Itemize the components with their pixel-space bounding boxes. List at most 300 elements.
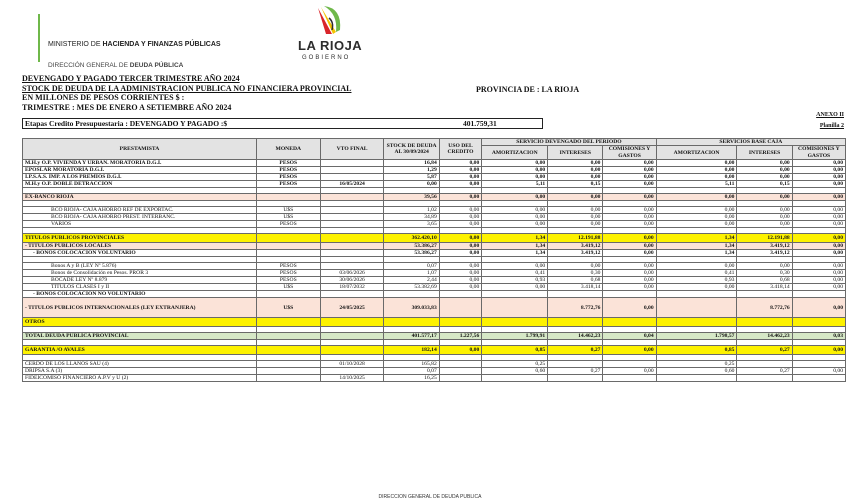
cell-uso	[439, 368, 482, 375]
cell-uso: 0,00	[439, 346, 482, 355]
cell-intereses: 3.418,14	[548, 284, 603, 291]
cell-amortizacion	[482, 298, 548, 318]
cell-vto	[320, 346, 384, 355]
cell-intereses	[548, 318, 603, 327]
cell-stock: 16,84	[384, 160, 439, 167]
cell-intereses: 0,00	[548, 167, 603, 174]
cell-prestamista: EPOSLAR MORATORIA D.G.I.	[23, 167, 257, 174]
cell-vto: 16/05/2024	[320, 181, 384, 188]
cell-base-amortizacion: 0,00	[656, 263, 737, 270]
cell-vto	[320, 333, 384, 340]
cell-vto	[320, 243, 384, 250]
cell-base-amortizacion: 0,00	[656, 221, 737, 228]
cell-base-intereses	[737, 375, 792, 382]
cell-amortizacion	[482, 375, 548, 382]
cell-prestamista: DRIPSA S.A (3)	[23, 368, 257, 375]
cell-amortizacion: 0,85	[482, 346, 548, 355]
cell-moneda: U$S	[256, 207, 320, 214]
group-base-caja: SERVICIOS BASE CAJA	[656, 139, 845, 146]
green-divider	[38, 14, 40, 62]
cell-stock: 401.577,17	[384, 333, 439, 340]
cell-prestamista: EX-BANCO RIOJA	[23, 194, 257, 201]
cell-vto: 14/10/2025	[320, 375, 384, 382]
cell-uso: 0,00	[439, 284, 482, 291]
cell-intereses	[548, 375, 603, 382]
cell-prestamista: VARIOS	[23, 221, 257, 228]
cell-vto: 03/06/2026	[320, 270, 384, 277]
cell-base-comisiones: 0,00	[792, 194, 845, 201]
cell-prestamista: TITULOS PUBLICOS PROVINCIALES	[23, 234, 257, 243]
cell-amortizacion: 0,00	[482, 160, 548, 167]
cell-intereses: 0,00	[548, 221, 603, 228]
cell-prestamista: TOTAL DEUDA PUBLICA PROVINCIAL	[23, 333, 257, 340]
cell-base-comisiones	[792, 291, 845, 298]
cell-base-amortizacion: 1,34	[656, 243, 737, 250]
cell-base-comisiones: 0,00	[792, 167, 845, 174]
cell-stock: 165,82	[384, 361, 439, 368]
cell-vto	[320, 160, 384, 167]
cell-moneda	[256, 346, 320, 355]
cell-moneda: U$S	[256, 298, 320, 318]
cell-vto	[320, 214, 384, 221]
etapas-value: 401.759,31	[463, 119, 497, 128]
cell-base-comisiones: 0,00	[792, 250, 845, 257]
cell-prestamista: Bonos A y B (LEY Nº 5.876)	[23, 263, 257, 270]
cell-uso: 0,00	[439, 167, 482, 174]
col-intereses: INTERESES	[548, 146, 603, 160]
table-row	[23, 291, 846, 298]
cell-uso	[439, 361, 482, 368]
cell-base-comisiones: 0,00	[792, 234, 845, 243]
col-base-amortizacion: AMORTIZACION	[656, 146, 737, 160]
col-comisiones: COMISIONES Y GASTOS	[603, 146, 656, 160]
cell-base-comisiones	[792, 361, 845, 368]
cell-base-amortizacion	[656, 291, 737, 298]
cell-moneda: PESOS	[256, 181, 320, 188]
cell-base-amortizacion: 0,00	[656, 167, 737, 174]
cell-vto	[320, 174, 384, 181]
cell-intereses: 8.772,76	[548, 298, 603, 318]
table-row	[23, 234, 846, 243]
cell-stock	[384, 318, 439, 327]
table-row	[23, 243, 846, 250]
cell-comisiones: 0,00	[603, 214, 656, 221]
cell-uso: 0,00	[439, 277, 482, 284]
cell-amortizacion	[482, 318, 548, 327]
cell-base-comisiones: 0,00	[792, 243, 845, 250]
cell-vto	[320, 368, 384, 375]
etapas-label: Etapas Credito Presupuestaria : DEVENGADO Y PAGADO :$	[25, 119, 228, 128]
cell-base-comisiones: 0,00	[792, 207, 845, 214]
cell-prestamista: OTROS	[23, 318, 257, 327]
table-row	[23, 333, 846, 340]
cell-moneda	[256, 333, 320, 340]
cell-comisiones: 0,00	[603, 234, 656, 243]
cell-base-intereses: 0,00	[737, 263, 792, 270]
cell-vto	[320, 250, 384, 257]
cell-prestamista: - BONOS COLOCACION VOLUNTARIO	[23, 250, 257, 257]
etapas-box	[22, 118, 543, 129]
table-row	[23, 368, 846, 375]
cell-base-amortizacion: 0,00	[656, 160, 737, 167]
cell-comisiones: 0,00	[603, 250, 656, 257]
table-row	[23, 221, 846, 228]
cell-moneda: PESOS	[256, 174, 320, 181]
cell-base-comisiones: 0,00	[792, 277, 845, 284]
logo-name: LA RIOJA	[298, 38, 363, 53]
cell-base-comisiones: 0,00	[792, 346, 845, 355]
cell-stock: 34,89	[384, 214, 439, 221]
cell-base-amortizacion: 0,41	[656, 270, 737, 277]
cell-comisiones: 0,00	[603, 174, 656, 181]
cell-base-intereses	[737, 318, 792, 327]
cell-amortizacion: 0,00	[482, 194, 548, 201]
cell-base-comisiones: 0,00	[792, 214, 845, 221]
cell-base-comisiones: 0,00	[792, 221, 845, 228]
cell-uso: 0,00	[439, 194, 482, 201]
cell-intereses: 0,15	[548, 181, 603, 188]
cell-prestamista: I.P.S.A.S. IMP. A LOS PREMIOS D.G.I.	[23, 174, 257, 181]
table-row	[23, 277, 846, 284]
cell-base-intereses: 0,00	[737, 221, 792, 228]
cell-vto: 18/07/2032	[320, 284, 384, 291]
cell-base-intereses: 0,15	[737, 181, 792, 188]
cell-intereses: 0,30	[548, 270, 603, 277]
cell-uso: 0,00	[439, 221, 482, 228]
cell-base-intereses	[737, 361, 792, 368]
report-title: DEVENGADO Y PAGADO TERCER TRIMESTRE AÑO 2024	[22, 74, 240, 83]
cell-amortizacion: 0,41	[482, 270, 548, 277]
cell-vto	[320, 318, 384, 327]
cell-base-comisiones: 0,00	[792, 284, 845, 291]
table-row	[23, 250, 846, 257]
cell-intereses: 0,27	[548, 368, 603, 375]
table-row	[23, 207, 846, 214]
cell-vto: 01/10/2028	[320, 361, 384, 368]
cell-vto: 30/06/2026	[320, 277, 384, 284]
cell-stock: 182,14	[384, 346, 439, 355]
cell-comisiones: 0,00	[603, 270, 656, 277]
cell-uso: 0,00	[439, 214, 482, 221]
cell-base-amortizacion: 0,00	[656, 214, 737, 221]
cell-intereses: 3.419,12	[548, 243, 603, 250]
cell-stock: 53.382,69	[384, 284, 439, 291]
cell-base-amortizacion: 1,34	[656, 234, 737, 243]
cell-comisiones: 0,00	[603, 346, 656, 355]
cell-base-comisiones	[792, 318, 845, 327]
cell-base-intereses: 12.191,88	[737, 234, 792, 243]
cell-intereses: 0,00	[548, 194, 603, 201]
cell-base-amortizacion: 0,25	[656, 361, 737, 368]
cell-stock: 53.386,27	[384, 250, 439, 257]
cell-stock: 0,00	[384, 181, 439, 188]
cell-amortizacion: 0,00	[482, 221, 548, 228]
cell-uso: 0,00	[439, 174, 482, 181]
cell-moneda: U$S	[256, 284, 320, 291]
cell-moneda	[256, 361, 320, 368]
cell-base-amortizacion: 1.798,57	[656, 333, 737, 340]
cell-stock: 0,07	[384, 368, 439, 375]
cell-base-amortizacion: 0,00	[656, 284, 737, 291]
la-rioja-emblem-icon	[312, 4, 352, 38]
cell-uso: 0,00	[439, 181, 482, 188]
cell-base-amortizacion: 0,00	[656, 207, 737, 214]
cell-amortizacion: 5,11	[482, 181, 548, 188]
cell-intereses	[548, 361, 603, 368]
report-period: TRIMESTRE : MES DE ENERO A SETIEMBRE AÑO 2024	[22, 102, 232, 112]
cell-uso	[439, 375, 482, 382]
cell-base-intereses: 0,00	[737, 194, 792, 201]
cell-uso: 0,00	[439, 250, 482, 257]
cell-base-amortizacion	[656, 298, 737, 318]
cell-moneda	[256, 234, 320, 243]
cell-base-amortizacion: 0,00	[656, 174, 737, 181]
report-subtitle: STOCK DE DEUDA DE LA ADMINISTRACION PUBLICA NO FINANCIERA PROVINCIAL	[22, 83, 352, 93]
cell-intereses: 0,00	[548, 214, 603, 221]
cell-base-intereses: 0,00	[737, 160, 792, 167]
cell-base-comisiones: 0,00	[792, 298, 845, 318]
cell-base-intereses: 0,00	[737, 174, 792, 181]
col-vto-final: VTO FINAL	[320, 139, 384, 160]
cell-uso: 0,00	[439, 270, 482, 277]
cell-stock: 16,25	[384, 375, 439, 382]
debt-table	[22, 138, 846, 382]
table-row	[23, 263, 846, 270]
cell-base-intereses: 0,00	[737, 167, 792, 174]
cell-amortizacion: 1,34	[482, 243, 548, 250]
cell-moneda	[256, 291, 320, 298]
cell-intereses: 3.419,12	[548, 250, 603, 257]
table-row	[23, 318, 846, 327]
table-row	[23, 375, 846, 382]
table-row	[23, 361, 846, 368]
cell-vto: 24/05/2025	[320, 298, 384, 318]
cell-amortizacion	[482, 291, 548, 298]
cell-intereses: 0,00	[548, 174, 603, 181]
cell-base-comisiones: 0,00	[792, 270, 845, 277]
cell-moneda	[256, 250, 320, 257]
cell-intereses	[548, 291, 603, 298]
cell-prestamista: M.H.y O.P. VIVIENDA Y URBAN. MORATORIA D.G.I.	[23, 160, 257, 167]
cell-moneda: PESOS	[256, 263, 320, 270]
cell-vto	[320, 167, 384, 174]
table-row	[23, 181, 846, 188]
table-row	[23, 160, 846, 167]
ministry-header	[22, 14, 252, 69]
cell-base-intereses: 0,27	[737, 368, 792, 375]
cell-amortizacion: 1,34	[482, 250, 548, 257]
table-row	[23, 298, 846, 318]
cell-amortizacion: 0,25	[482, 361, 548, 368]
cell-comisiones	[603, 375, 656, 382]
cell-amortizacion: 0,00	[482, 207, 548, 214]
cell-intereses: 14.462,23	[548, 333, 603, 340]
cell-stock: 39,56	[384, 194, 439, 201]
ministry-name: MINISTERIO DE HACIENDA Y FINANZAS PÚBLICAS	[48, 41, 221, 48]
table-row	[23, 346, 846, 355]
cell-stock: 362.420,10	[384, 234, 439, 243]
col-stock: STOCK DE DEUDA AL 30/09/2024	[384, 139, 439, 160]
la-rioja-logo	[298, 4, 378, 64]
cell-uso: 1.227,56	[439, 333, 482, 340]
cell-prestamista: FIDEICOMISO FINANCIERO A.P.V y U (2)	[23, 375, 257, 382]
cell-amortizacion: 1.799,91	[482, 333, 548, 340]
cell-comisiones: 0,00	[603, 221, 656, 228]
cell-intereses: 0,00	[548, 263, 603, 270]
cell-prestamista: - TITULOS PUBLICOS INTERNACIONALES (LEY EXTRANJERA)	[23, 298, 257, 318]
cell-intereses: 0,00	[548, 207, 603, 214]
table-row	[23, 284, 846, 291]
cell-moneda	[256, 375, 320, 382]
cell-base-intereses	[737, 291, 792, 298]
cell-stock: 5,87	[384, 174, 439, 181]
cell-prestamista: M.H.y O.P. DOBLE DETRACCIÓN	[23, 181, 257, 188]
cell-moneda: U$S	[256, 214, 320, 221]
cell-uso: 0,00	[439, 234, 482, 243]
cell-comisiones: 0,00	[603, 263, 656, 270]
cell-base-intereses: 0,00	[737, 214, 792, 221]
cell-uso: 0,00	[439, 263, 482, 270]
col-uso-credito: USO DEL CREDITO	[439, 139, 482, 160]
cell-stock: 309.033,83	[384, 298, 439, 318]
cell-base-comisiones: 0,00	[792, 160, 845, 167]
cell-base-comisiones	[792, 375, 845, 382]
cell-stock: 3,65	[384, 221, 439, 228]
group-devengado: SERVICIO DEVENGADO DEL PERIODO	[482, 139, 656, 146]
cell-base-comisiones: 0,00	[792, 181, 845, 188]
cell-amortizacion: 0,93	[482, 277, 548, 284]
cell-moneda	[256, 318, 320, 327]
cell-comisiones: 0,00	[603, 194, 656, 201]
cell-vto	[320, 234, 384, 243]
cell-intereses: 0,68	[548, 277, 603, 284]
cell-amortizacion: 1,34	[482, 234, 548, 243]
cell-comisiones: 0,00	[603, 167, 656, 174]
cell-base-intereses: 0,68	[737, 277, 792, 284]
cell-uso	[439, 298, 482, 318]
cell-comisiones: 0,00	[603, 160, 656, 167]
col-base-comisiones: COMISIONES Y GASTOS	[792, 146, 845, 160]
cell-stock: 53.386,27	[384, 243, 439, 250]
report-title-block	[22, 74, 351, 112]
cell-uso	[439, 318, 482, 327]
cell-amortizacion: 0,60	[482, 368, 548, 375]
cell-base-intereses: 0,27	[737, 346, 792, 355]
cell-base-intereses: 3.419,12	[737, 250, 792, 257]
cell-base-intereses: 0,00	[737, 207, 792, 214]
col-base-intereses: INTERESES	[737, 146, 792, 160]
logo-subtitle: GOBIERNO	[302, 55, 351, 61]
cell-comisiones	[603, 318, 656, 327]
cell-base-amortizacion: 5,11	[656, 181, 737, 188]
cell-intereses: 0,27	[548, 346, 603, 355]
cell-comisiones: 0,00	[603, 298, 656, 318]
table-row	[23, 174, 846, 181]
table-row	[23, 167, 846, 174]
cell-prestamista: BCO RIOJA- CAJA AHORRO REF DE EXPORTAC.	[23, 207, 257, 214]
cell-comisiones: 0,00	[603, 277, 656, 284]
cell-amortizacion: 0,00	[482, 284, 548, 291]
cell-amortizacion: 0,00	[482, 263, 548, 270]
cell-comisiones: 0,00	[603, 207, 656, 214]
cell-vto	[320, 207, 384, 214]
cell-moneda: PESOS	[256, 221, 320, 228]
cell-prestamista: BOCADE LEY Nº 8.879	[23, 277, 257, 284]
col-amortizacion: AMORTIZACION	[482, 146, 548, 160]
cell-base-intereses: 3.418,14	[737, 284, 792, 291]
cell-vto	[320, 263, 384, 270]
cell-base-comisiones: 0,00	[792, 368, 845, 375]
cell-base-amortizacion: 0,85	[656, 346, 737, 355]
col-moneda: MONEDA	[256, 139, 320, 160]
cell-moneda: PESOS	[256, 270, 320, 277]
cell-amortizacion: 0,00	[482, 214, 548, 221]
cell-prestamista: BCO RIOJA- CAJA AHORRO PREST. INTERBANC.	[23, 214, 257, 221]
cell-uso: 0,00	[439, 243, 482, 250]
cell-base-intereses: 3.419,12	[737, 243, 792, 250]
cell-stock: 1,02	[384, 207, 439, 214]
cell-intereses: 12.191,88	[548, 234, 603, 243]
cell-moneda	[256, 368, 320, 375]
cell-comisiones: 0,04	[603, 333, 656, 340]
cell-uso	[439, 291, 482, 298]
cell-moneda	[256, 194, 320, 201]
cell-comisiones: 0,00	[603, 181, 656, 188]
cell-comisiones	[603, 291, 656, 298]
cell-base-amortizacion	[656, 318, 737, 327]
cell-prestamista: CERDO DE LOS LLANOS SAU (4)	[23, 361, 257, 368]
report-units: EN MILLONES DE PESOS CORRIENTES $ :	[22, 93, 185, 103]
cell-prestamista: - TITULOS PUBLICOS LOCALES	[23, 243, 257, 250]
cell-prestamista: GARANTIA /O AVALES	[23, 346, 257, 355]
cell-moneda	[256, 243, 320, 250]
cell-stock	[384, 291, 439, 298]
cell-base-comisiones: 0,00	[792, 174, 845, 181]
cell-amortizacion: 0,00	[482, 174, 548, 181]
cell-base-comisiones: 0,03	[792, 333, 845, 340]
cell-moneda: PESOS	[256, 160, 320, 167]
col-prestamista: PRESTAMISTA	[23, 139, 257, 160]
cell-uso: 0,00	[439, 160, 482, 167]
cell-base-amortizacion: 0,00	[656, 194, 737, 201]
cell-comisiones: 0,00	[603, 368, 656, 375]
cell-base-amortizacion: 1,34	[656, 250, 737, 257]
cell-intereses: 0,00	[548, 160, 603, 167]
cell-vto	[320, 291, 384, 298]
table-row	[23, 270, 846, 277]
cell-base-intereses: 0,30	[737, 270, 792, 277]
cell-vto	[320, 194, 384, 201]
table-row	[23, 214, 846, 221]
anexo-label: ANEXO II Planilla 2	[816, 112, 844, 129]
cell-stock: 0,07	[384, 263, 439, 270]
cell-stock: 1,07	[384, 270, 439, 277]
provincia-label: PROVINCIA DE : LA RIOJA	[476, 85, 580, 94]
cell-amortizacion: 0,00	[482, 167, 548, 174]
cell-comisiones: 0,00	[603, 284, 656, 291]
table-row	[23, 194, 846, 201]
cell-prestamista: - BONOS COLOCACION NO VOLUNTARIO	[23, 291, 257, 298]
cell-moneda: PESOS	[256, 167, 320, 174]
cell-prestamista: TITULOS CLASES I y II	[23, 284, 257, 291]
cell-stock: 2,44	[384, 277, 439, 284]
cell-base-comisiones: 0,00	[792, 263, 845, 270]
cell-comisiones	[603, 361, 656, 368]
page-footer: DIRECCION GENERAL DE DEUDA PUBLICA	[378, 494, 482, 500]
cell-uso: 0,00	[439, 207, 482, 214]
cell-prestamista: Bonos de Consolidación en Pesos. PROR 3	[23, 270, 257, 277]
cell-stock: 1,29	[384, 167, 439, 174]
